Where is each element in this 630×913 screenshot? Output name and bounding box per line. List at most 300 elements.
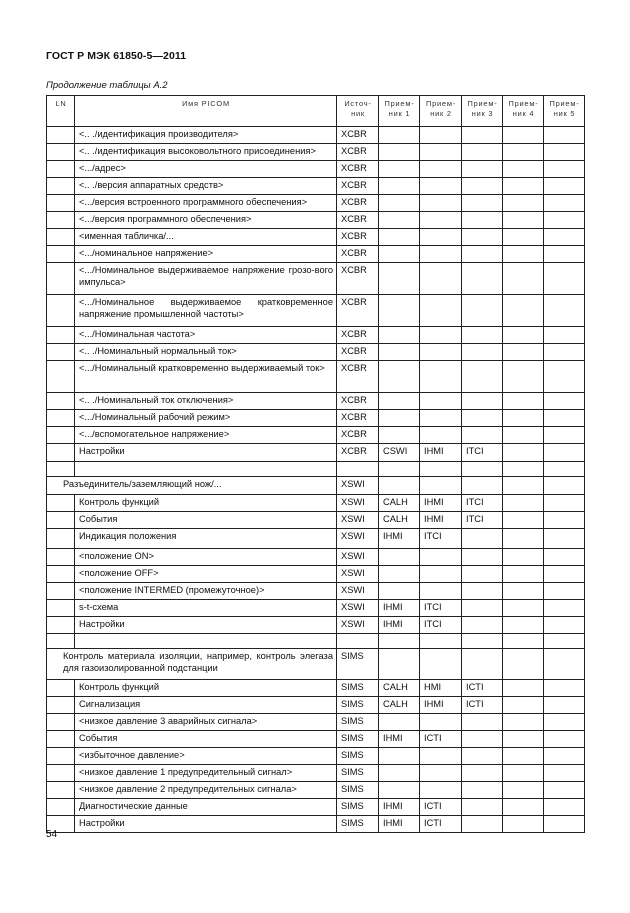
ln-cell [47,229,75,246]
source-cell: XSWI [337,600,379,617]
ln-cell [47,361,75,393]
source-cell: XCBR [337,127,379,144]
document-title: ГОСТ Р МЭК 61850-5—2011 [46,50,187,62]
receiver-5-cell [544,410,585,427]
receiver-3-cell [462,195,503,212]
table-row [47,161,585,178]
receiver-5-cell [544,212,585,229]
empty-cell [462,462,503,477]
receiver-2-cell [420,393,462,410]
receiver-1-cell: CALH [379,495,420,512]
receiver-4-cell [503,295,544,327]
group-title-row [47,649,585,680]
source-cell: XCBR [337,144,379,161]
receiver-2-cell: ITCI [420,617,462,634]
picom-name-cell: <.. ./Номинальный нормальный ток> [75,344,337,361]
receiver-cell [462,477,503,495]
table-row [47,816,585,833]
receiver-3-cell: ITCI [462,495,503,512]
ln-cell [47,410,75,427]
receiver-2-cell: IHMI [420,697,462,714]
receiver-3-cell [462,327,503,344]
table-row [47,529,585,549]
receiver-3-cell [462,144,503,161]
receiver-2-cell [420,344,462,361]
receiver-2-cell [420,127,462,144]
receiver-1-cell [379,295,420,327]
receiver-4-cell [503,680,544,697]
receiver-1-cell [379,246,420,263]
receiver-4-cell [503,246,544,263]
receiver-4-cell [503,263,544,295]
receiver-3-cell [462,229,503,246]
receiver-5-cell [544,512,585,529]
receiver-4-cell [503,583,544,600]
receiver-2-cell [420,144,462,161]
receiver-4-cell [503,361,544,393]
receiver-5-cell [544,327,585,344]
ln-cell [47,697,75,714]
table-row [47,361,585,393]
source-cell: XSWI [337,617,379,634]
ln-group-title: Контроль материала изоляции, например, контроль элегаза для газоизолированной подстанции [47,649,337,680]
receiver-4-cell [503,782,544,799]
source-cell: SIMS [337,680,379,697]
ln-cell [47,327,75,344]
ln-cell [47,566,75,583]
source-cell: SIMS [337,697,379,714]
receiver-4-cell [503,444,544,462]
ln-cell [47,212,75,229]
picom-name-cell: <низкое давление 2 предупредительных сигнала> [75,782,337,799]
picom-name-cell: <.../версия встроенного программного обеспечения> [75,195,337,212]
receiver-5-cell [544,731,585,748]
receiver-5-cell [544,495,585,512]
receiver-3-cell [462,816,503,833]
table-row [47,263,585,295]
empty-cell [544,634,585,649]
ln-cell [47,765,75,782]
receiver-2-cell [420,195,462,212]
ln-cell [47,617,75,634]
header-picom-name: Имя PICOM [75,96,337,127]
receiver-4-cell [503,600,544,617]
receiver-1-cell: IHMI [379,529,420,549]
source-cell: SIMS [337,731,379,748]
picom-name-cell: Сигнализация [75,697,337,714]
receiver-cell [503,477,544,495]
receiver-2-cell: HMI [420,680,462,697]
empty-cell [75,634,337,649]
table-row [47,680,585,697]
table-row [47,393,585,410]
source-cell: XCBR [337,229,379,246]
picom-name-cell: <.../номинальное напряжение> [75,246,337,263]
receiver-4-cell [503,427,544,444]
receiver-3-cell [462,361,503,393]
table-row [47,195,585,212]
receiver-5-cell [544,583,585,600]
receiver-cell [503,649,544,680]
receiver-1-cell [379,748,420,765]
receiver-4-cell [503,765,544,782]
empty-cell [544,462,585,477]
receiver-2-cell [420,295,462,327]
empty-cell [47,634,75,649]
table-row [47,782,585,799]
ln-cell [47,127,75,144]
empty-cell [379,634,420,649]
receiver-1-cell [379,566,420,583]
receiver-1-cell [379,212,420,229]
table-row [47,144,585,161]
table-row [47,512,585,529]
ln-cell [47,748,75,765]
table-row [47,229,585,246]
receiver-1-cell: CSWI [379,444,420,462]
source-cell: XCBR [337,427,379,444]
receiver-1-cell: IHMI [379,617,420,634]
receiver-cell [420,649,462,680]
ln-cell [47,295,75,327]
empty-cell [462,634,503,649]
source-cell: SIMS [337,714,379,731]
receiver-4-cell [503,144,544,161]
source-cell: XCBR [337,246,379,263]
receiver-5-cell [544,566,585,583]
receiver-2-cell [420,178,462,195]
receiver-2-cell [420,427,462,444]
receiver-4-cell [503,178,544,195]
source-cell: XCBR [337,344,379,361]
receiver-1-cell: CALH [379,697,420,714]
empty-cell [503,462,544,477]
receiver-3-cell [462,178,503,195]
receiver-2-cell [420,748,462,765]
receiver-1-cell [379,410,420,427]
table-row [47,748,585,765]
source-cell: XCBR [337,410,379,427]
receiver-4-cell [503,127,544,144]
receiver-5-cell [544,246,585,263]
picom-name-cell: <.../адрес> [75,161,337,178]
table-continuation-caption: Продолжение таблицы A.2 [46,80,168,91]
empty-cell [420,462,462,477]
receiver-5-cell [544,295,585,327]
receiver-5-cell [544,195,585,212]
receiver-2-cell [420,327,462,344]
group-title-row [47,477,585,495]
table-row [47,246,585,263]
receiver-2-cell [420,410,462,427]
receiver-4-cell [503,344,544,361]
header-receiver-2: Прием-ник 2 [420,96,462,127]
receiver-1-cell [379,178,420,195]
receiver-3-cell [462,765,503,782]
table-row [47,327,585,344]
picom-name-cell: Контроль функций [75,495,337,512]
receiver-5-cell [544,361,585,393]
receiver-1-cell [379,327,420,344]
empty-cell [75,462,337,477]
picom-table [46,95,585,833]
source-cell: SIMS [337,748,379,765]
ln-cell [47,799,75,816]
table-row [47,444,585,462]
picom-name-cell: <.../Номинальное выдерживаемое кратковременное напряжение промышленной частоты> [75,295,337,327]
picom-name-cell: <.. ./версия аппаратных средств> [75,178,337,195]
receiver-3-cell [462,549,503,566]
receiver-4-cell [503,161,544,178]
receiver-1-cell [379,549,420,566]
receiver-2-cell [420,229,462,246]
ln-group-title: Разъединитель/заземляющий нож/... [47,477,337,495]
source-cell: XCBR [337,393,379,410]
source-cell: SIMS [337,816,379,833]
receiver-1-cell [379,583,420,600]
source-cell: XSWI [337,477,379,495]
table-row [47,178,585,195]
receiver-4-cell [503,566,544,583]
receiver-5-cell [544,680,585,697]
ln-cell [47,344,75,361]
source-cell: XCBR [337,327,379,344]
table-row [47,212,585,229]
source-cell: XSWI [337,495,379,512]
ln-cell [47,144,75,161]
empty-cell [337,634,379,649]
ln-cell [47,583,75,600]
receiver-1-cell [379,765,420,782]
receiver-4-cell [503,327,544,344]
receiver-1-cell [379,161,420,178]
receiver-4-cell [503,731,544,748]
ln-cell [47,427,75,444]
receiver-3-cell: ITCI [462,512,503,529]
receiver-2-cell: ITCI [420,600,462,617]
receiver-3-cell [462,161,503,178]
receiver-1-cell [379,361,420,393]
table-row [47,765,585,782]
receiver-5-cell [544,144,585,161]
receiver-2-cell [420,566,462,583]
receiver-2-cell [420,549,462,566]
table-row [47,295,585,327]
receiver-1-cell [379,195,420,212]
picom-name-cell: Настройки [75,816,337,833]
source-cell: XSWI [337,583,379,600]
source-cell: SIMS [337,782,379,799]
receiver-4-cell [503,529,544,549]
receiver-2-cell [420,212,462,229]
receiver-1-cell: CALH [379,512,420,529]
picom-name-cell: <.. ./идентификация производителя> [75,127,337,144]
ln-cell [47,549,75,566]
receiver-cell [379,649,420,680]
receiver-1-cell: IHMI [379,799,420,816]
header-source: Источ-ник [337,96,379,127]
receiver-5-cell [544,427,585,444]
receiver-4-cell [503,195,544,212]
receiver-5-cell [544,161,585,178]
receiver-1-cell: IHMI [379,731,420,748]
receiver-3-cell [462,782,503,799]
header-receiver-1: Прием-ник 1 [379,96,420,127]
receiver-1-cell: IHMI [379,816,420,833]
empty-cell [47,462,75,477]
source-cell: XCBR [337,361,379,393]
picom-name-cell: Диагностические данные [75,799,337,816]
ln-cell [47,782,75,799]
ln-cell [47,529,75,549]
receiver-2-cell: ICTI [420,816,462,833]
ln-cell [47,444,75,462]
receiver-5-cell [544,444,585,462]
table-row [47,344,585,361]
receiver-5-cell [544,549,585,566]
table-row [47,799,585,816]
table-row [47,495,585,512]
source-cell: XSWI [337,512,379,529]
receiver-1-cell [379,229,420,246]
receiver-2-cell: ICTI [420,799,462,816]
empty-cell [337,462,379,477]
receiver-1-cell: CALH [379,680,420,697]
receiver-3-cell [462,246,503,263]
receiver-5-cell [544,765,585,782]
picom-name-cell: <.../вспомогательное напряжение> [75,427,337,444]
receiver-4-cell [503,549,544,566]
receiver-5-cell [544,697,585,714]
receiver-5-cell [544,127,585,144]
receiver-1-cell [379,714,420,731]
receiver-2-cell [420,714,462,731]
picom-name-cell: <положение ON> [75,549,337,566]
receiver-4-cell [503,697,544,714]
source-cell: SIMS [337,799,379,816]
receiver-1-cell [379,263,420,295]
receiver-2-cell [420,782,462,799]
receiver-cell [379,477,420,495]
ln-cell [47,600,75,617]
receiver-1-cell [379,344,420,361]
receiver-3-cell: ICTI [462,680,503,697]
header-receiver-5: Прием-ник 5 [544,96,585,127]
table-row [47,617,585,634]
receiver-2-cell [420,263,462,295]
empty-cell [420,634,462,649]
receiver-2-cell: ITCI [420,529,462,549]
receiver-4-cell [503,393,544,410]
receiver-3-cell [462,799,503,816]
picom-name-cell: <положение OFF> [75,566,337,583]
receiver-4-cell [503,229,544,246]
table-row [47,731,585,748]
receiver-3-cell: ICTI [462,697,503,714]
table-row [47,549,585,566]
receiver-2-cell [420,161,462,178]
receiver-4-cell [503,816,544,833]
ln-cell [47,263,75,295]
picom-name-cell: <.. ./Номинальный ток отключения> [75,393,337,410]
source-cell: XCBR [337,295,379,327]
table-row [47,714,585,731]
ln-cell [47,178,75,195]
source-cell: XCBR [337,161,379,178]
picom-name-cell: <.../Номинальная частота> [75,327,337,344]
ln-cell [47,495,75,512]
source-cell: XCBR [337,178,379,195]
table-row [47,427,585,444]
table-row [47,566,585,583]
receiver-4-cell [503,617,544,634]
receiver-3-cell [462,529,503,549]
source-cell: XCBR [337,263,379,295]
ln-cell [47,195,75,212]
receiver-cell [544,649,585,680]
group-spacer-row [47,462,585,477]
receiver-1-cell [379,782,420,799]
picom-name-cell: Контроль функций [75,680,337,697]
table-row [47,697,585,714]
receiver-3-cell [462,393,503,410]
receiver-cell [420,477,462,495]
receiver-5-cell [544,714,585,731]
group-spacer-row [47,634,585,649]
source-cell: XCBR [337,195,379,212]
receiver-5-cell [544,263,585,295]
picom-name-cell: <низкое давление 1 предупредительный сигнал> [75,765,337,782]
receiver-5-cell [544,229,585,246]
receiver-3-cell [462,410,503,427]
receiver-3-cell [462,127,503,144]
picom-name-cell: Индикация положения [75,529,337,549]
receiver-3-cell: ITCI [462,444,503,462]
ln-cell [47,393,75,410]
receiver-cell [462,649,503,680]
receiver-3-cell [462,731,503,748]
receiver-5-cell [544,816,585,833]
table-row [47,127,585,144]
receiver-cell [544,477,585,495]
receiver-2-cell: ICTI [420,731,462,748]
receiver-1-cell [379,144,420,161]
empty-cell [503,634,544,649]
receiver-5-cell [544,799,585,816]
source-cell: SIMS [337,765,379,782]
receiver-2-cell: IHMI [420,495,462,512]
picom-name-cell: <.../Номинальный кратковременно выдерживаемый ток> [75,361,337,393]
receiver-4-cell [503,212,544,229]
receiver-2-cell: IHMI [420,512,462,529]
receiver-5-cell [544,748,585,765]
picom-name-cell: <.../Номинальный рабочий режим> [75,410,337,427]
header-ln: LN [47,96,75,127]
picom-name-cell: <положение INTERMED (промежуточное)> [75,583,337,600]
receiver-5-cell [544,782,585,799]
receiver-3-cell [462,295,503,327]
receiver-2-cell: IHMI [420,444,462,462]
receiver-5-cell [544,529,585,549]
table-row [47,583,585,600]
ln-cell [47,731,75,748]
receiver-5-cell [544,344,585,361]
receiver-1-cell [379,127,420,144]
picom-name-cell: <именная табличка/... [75,229,337,246]
receiver-5-cell [544,178,585,195]
picom-name-cell: <низкое давление 3 аварийных сигнала> [75,714,337,731]
picom-name-cell: <.../Номинальное выдерживаемое напряжение грозо-вого импульса> [75,263,337,295]
